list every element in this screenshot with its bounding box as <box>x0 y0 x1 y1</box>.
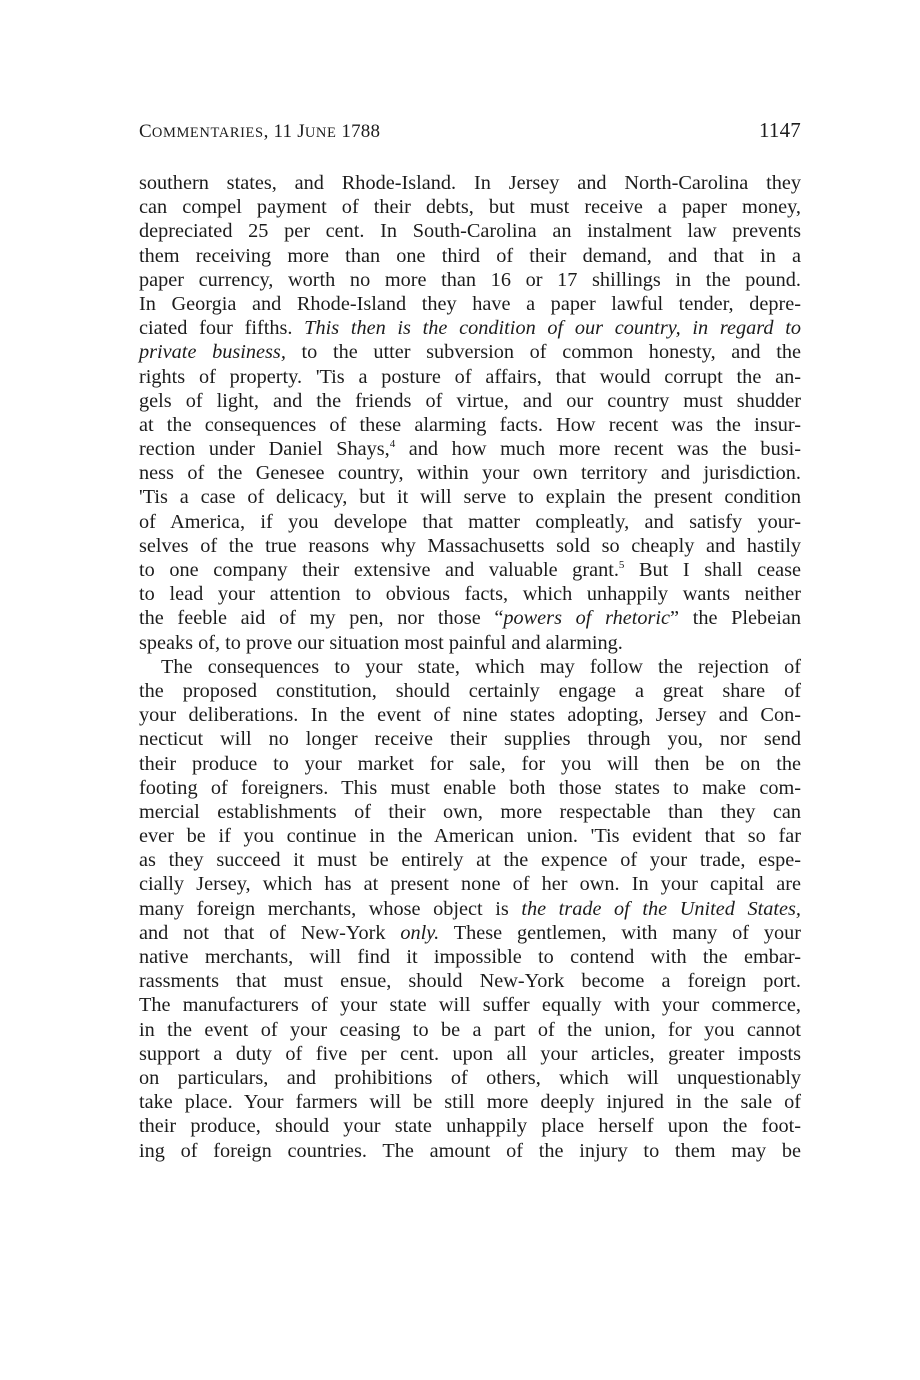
text-line <box>139 316 801 340</box>
month-rest: UNE <box>304 125 337 141</box>
section-rest: OMMENTARIES <box>151 125 264 141</box>
text-line <box>139 606 801 630</box>
text-line: rights of property. 'Tis a posture of affairs, that would corrupt the an- <box>139 365 801 388</box>
text-run: and not that of New-York <box>139 921 401 944</box>
text-run: and how much more recent was the busi- <box>395 438 801 461</box>
paragraph-2 <box>139 655 801 1163</box>
text-line <box>139 340 801 364</box>
running-head <box>139 118 801 158</box>
italic-run: private business, <box>139 341 286 364</box>
text-line: cially Jersey, which has at present none of her own. In your capital are <box>139 873 801 896</box>
italic-run: the trade of the United States, <box>521 897 801 920</box>
page-number: 1147 <box>758 118 801 142</box>
text-line: at the consequences of these alarming facts. How recent was the insur- <box>139 413 801 436</box>
text-line: speaks of, to prove our situation most painful and alarming. <box>139 631 623 654</box>
text-run: to the utter subversion of common honesty, and the <box>285 341 801 364</box>
text-line <box>139 897 801 921</box>
italic-run: powers of rhetoric <box>503 607 671 630</box>
body-text <box>139 171 801 1163</box>
text-line <box>139 558 801 582</box>
text-line: support a duty of five per cent. upon all your articles, greater imposts <box>139 1042 801 1065</box>
text-line: the proposed constitution, should certainly engage a great share of <box>139 679 801 702</box>
text-line: can compel payment of their debts, but must receive a paper money, <box>139 196 801 219</box>
text-run: These gentlemen, with many of your <box>439 921 801 944</box>
text-line: southern states, and Rhode-Island. In Jersey and North-Carolina they <box>139 172 801 194</box>
document-page <box>139 118 801 1163</box>
text-run: the feeble aid of my pen, nor those “ <box>139 607 504 630</box>
text-line: ness of the Genesee country, within your own territory and jurisdiction. <box>139 462 801 485</box>
text-line: in the event of your ceasing to be a part of the union, for you cannot <box>139 1018 801 1041</box>
text-run: But I shall cease <box>624 559 801 581</box>
text-line: on particulars, and prohibitions of others, which will unquestionably <box>139 1066 801 1089</box>
text-line <box>139 437 801 461</box>
running-head-title <box>139 121 380 143</box>
text-run: many foreign merchants, whose object is <box>139 897 522 920</box>
text-run: ” the Plebeian <box>670 607 801 630</box>
text-line: as they succeed it must be entirely at the expence of your trade, espe- <box>139 849 801 872</box>
text-line: rassments that must ensue, should New-York become a foreign port. <box>139 970 801 993</box>
text-line: selves of the true reasons why Massachusetts sold so cheaply and hastily <box>139 534 801 557</box>
paragraph-1 <box>139 171 801 655</box>
text-line <box>139 921 801 945</box>
footnote-marker: 5 <box>618 559 625 571</box>
month-initial: J <box>297 121 305 142</box>
text-run: ciated four fifths. <box>139 317 305 340</box>
text-line: ever be if you continue in the American union. 'Tis evident that so far <box>139 825 801 848</box>
text-line: depreciated 25 per cent. In South-Carolina an instalment law prevents <box>139 220 801 243</box>
date-day: , 11 <box>263 121 298 142</box>
italic-run: only. <box>400 921 440 944</box>
text-line: take place. Your farmers will be still more deeply injured in the sale of <box>139 1091 801 1114</box>
text-run: rection under Daniel Shays, <box>139 438 390 461</box>
text-line: footing of foreigners. This must enable both those states to make com- <box>139 776 801 799</box>
text-line: native merchants, will find it impossible to contend with the embar- <box>139 946 801 968</box>
text-line: necticut will no longer receive their supplies through you, nor send <box>139 728 801 751</box>
text-line: them receiving more than one third of their demand, and that in a <box>139 244 801 267</box>
text-line: The manufacturers of your state will suffer equally with your commerce, <box>139 994 801 1017</box>
text-line: The consequences to your state, which may follow the rejection of <box>161 655 801 678</box>
italic-run: This then is the condition of our country, in regard to <box>304 317 801 340</box>
text-line: In Georgia and Rhode-Island they have a paper lawful tender, depre- <box>139 292 801 315</box>
text-run: to one company their extensive and valuable grant. <box>139 559 619 581</box>
footnote-marker: 4 <box>389 438 396 451</box>
text-line: your deliberations. In the event of nine states adopting, Jersey and Con- <box>139 704 801 727</box>
text-line: ing of foreign countries. The amount of the injury to them may be <box>139 1139 801 1162</box>
text-line: to lead your attention to obvious facts, which unhappily wants neither <box>139 583 801 606</box>
text-line: mercial establishments of their own, more respectable than they can <box>139 800 801 823</box>
text-line: their produce to your market for sale, for you will then be on the <box>139 752 801 775</box>
text-line: their produce, should your state unhappily place herself upon the foot- <box>139 1115 801 1138</box>
text-line: gels of light, and the friends of virtue, and our country must shudder <box>139 389 801 412</box>
text-line: 'Tis a case of delicacy, but it will serve to explain the present condition <box>139 486 801 509</box>
section-initial: C <box>139 121 152 142</box>
text-line: of America, if you develope that matter compleatly, and satisfy your- <box>139 510 801 533</box>
year: 1788 <box>336 121 381 142</box>
text-line: paper currency, worth no more than 16 or 17 shillings in the pound. <box>139 268 801 291</box>
